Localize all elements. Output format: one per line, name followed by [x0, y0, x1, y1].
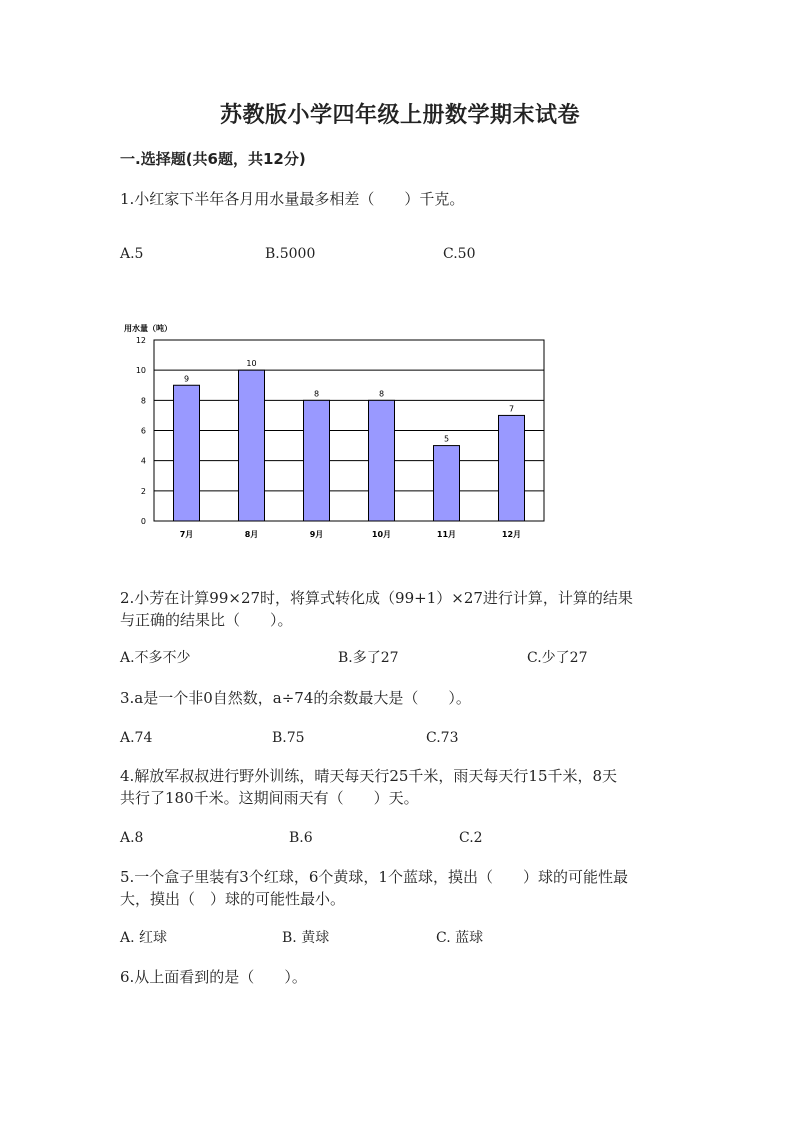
question-2-stem-line-1: 2.小芳在计算99×27时，将算式转化成（99+1）×27进行计算，计算的结果: [120, 589, 633, 607]
data-label: 8: [378, 389, 385, 399]
question-1-option-b[interactable]: B.5000: [265, 246, 316, 262]
x-tick-label: 9月: [309, 530, 324, 539]
data-label: 10: [246, 359, 257, 369]
data-label: 7: [508, 404, 515, 414]
bar: [369, 400, 395, 521]
question-5-option-c[interactable]: C. 蓝球: [436, 930, 484, 946]
question-2-option-a[interactable]: A.不多不少: [120, 650, 191, 666]
question-5-stem-line-1: 5.一个盒子里装有3个红球，6个黄球，1个蓝球，摸出（ ）球的可能性最: [120, 868, 628, 886]
y-tick-label: 12: [135, 336, 146, 345]
data-label: 9: [183, 374, 190, 384]
question-4-option-b[interactable]: B.6: [289, 830, 313, 846]
y-tick-label: 0: [140, 517, 146, 526]
question-3-option-c[interactable]: C.73: [426, 730, 459, 746]
question-4-stem-line-2: 共行了180千米。这期间雨天有（ ）天。: [120, 789, 419, 807]
y-tick-label: 2: [140, 486, 146, 496]
x-tick-label: 11月: [436, 530, 457, 539]
y-tick-label: 6: [140, 426, 146, 436]
question-2-option-b[interactable]: B.多了27: [338, 650, 399, 666]
water-usage-bar-chart: [118, 318, 558, 548]
question-5-option-b[interactable]: B. 黄球: [282, 930, 330, 946]
page-title: 苏教版小学四年级上册数学期末试卷: [219, 103, 580, 128]
question-3-stem: 3.a是一个非0自然数，a÷74的余数最大是（ ）。: [120, 689, 471, 707]
bar: [434, 446, 460, 521]
question-5-option-a[interactable]: A. 红球: [120, 930, 168, 946]
question-3-option-b[interactable]: B.75: [272, 730, 305, 746]
bar: [239, 370, 265, 521]
x-tick-label: 10月: [371, 530, 392, 539]
question-2-stem-line-2: 与正确的结果比（ ）。: [120, 611, 293, 629]
data-label: 8: [313, 389, 320, 399]
y-axis-label: 用水量（吨）: [124, 324, 172, 333]
question-5-stem-line-2: 大，摸出（ ）球的可能性最小。: [120, 890, 346, 908]
question-4-stem-line-1: 4.解放军叔叔进行野外训练，晴天每天行25千米，雨天每天行15千米，8天: [120, 767, 618, 785]
y-tick-label: 8: [140, 396, 146, 406]
x-tick-label: 8月: [244, 530, 259, 539]
bar: [304, 400, 330, 521]
question-1-option-a[interactable]: A.5: [120, 246, 144, 262]
question-3-option-a[interactable]: A.74: [120, 730, 153, 746]
question-4-option-c[interactable]: C.2: [459, 830, 483, 846]
data-label: 5: [443, 434, 450, 444]
bar: [174, 385, 200, 521]
x-tick-label: 7月: [179, 530, 194, 539]
question-2-option-c[interactable]: C.少了27: [527, 650, 588, 666]
section-heading: 一.选择题(共6题，共12分): [120, 150, 306, 168]
question-6-stem: 6.从上面看到的是（ ）。: [120, 968, 307, 986]
bar: [499, 415, 525, 521]
y-tick-label: 10: [135, 366, 146, 376]
x-tick-label: 12月: [501, 530, 522, 539]
question-1-option-c[interactable]: C.50: [443, 246, 476, 262]
y-tick-label: 4: [140, 456, 146, 466]
question-1-stem: 1.小红家下半年各月用水量最多相差（ ）千克。: [120, 190, 465, 208]
question-4-option-a[interactable]: A.8: [120, 830, 144, 846]
